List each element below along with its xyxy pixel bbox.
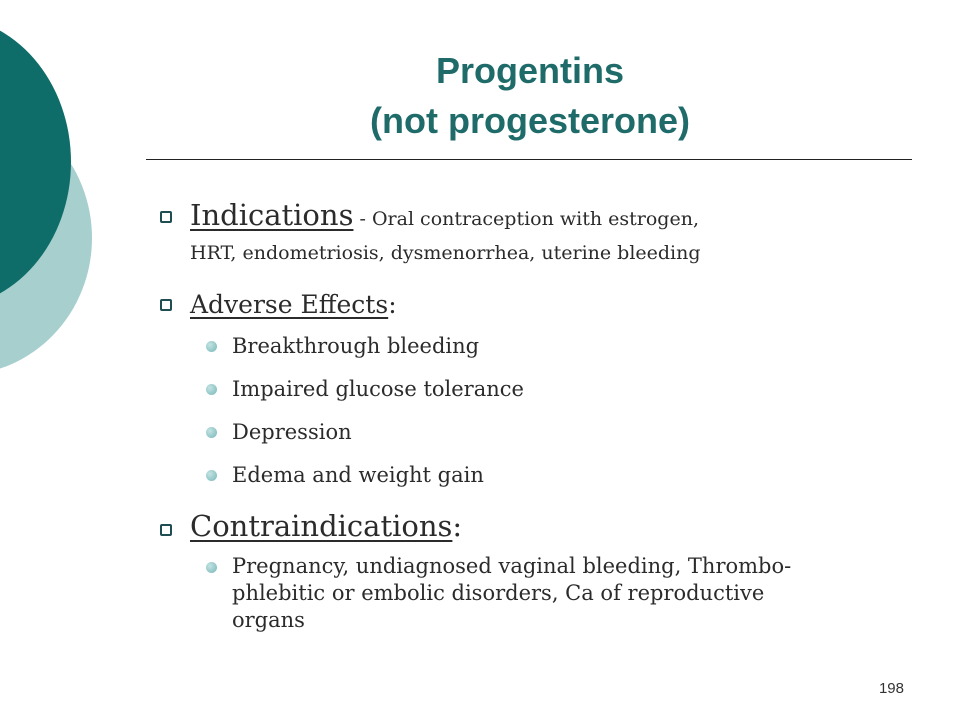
list-item <box>190 418 890 446</box>
title-line-1: Progentins <box>435 50 624 91</box>
indications-continuation: HRT, endometriosis, dysmenorrhea, uterine bleeding <box>190 242 701 264</box>
round-bullet-icon <box>206 384 217 395</box>
list-item-text-line-3: organs <box>232 608 305 632</box>
list-item-text: Breakthrough bleeding <box>232 334 480 358</box>
contraindications-label: Contraindications <box>190 509 453 543</box>
heading-colon: : <box>388 290 397 319</box>
list-item-text-line-2: phlebitic or embolic disorders, Ca of reproductive <box>232 581 765 605</box>
square-bullet-icon <box>160 299 172 311</box>
contraindications-list <box>190 553 890 634</box>
list-item-text: Depression <box>232 420 352 444</box>
list-item-text: Edema and weight gain <box>232 463 484 487</box>
title-divider <box>146 159 912 160</box>
square-bullet-icon <box>160 211 172 223</box>
bullet-indications <box>150 194 890 266</box>
round-bullet-icon <box>206 562 217 573</box>
bullet-heading <box>190 194 890 240</box>
list-item <box>190 461 890 489</box>
heading-colon: : <box>452 509 463 543</box>
title-line-2: (not progesterone) <box>370 100 690 141</box>
slide-title <box>140 46 920 146</box>
round-bullet-icon <box>206 470 217 481</box>
adverse-effects-list <box>190 332 890 489</box>
bullet-heading <box>190 284 890 326</box>
list-item-text: Impaired glucose tolerance <box>232 377 524 401</box>
list-item <box>190 375 890 403</box>
adverse-effects-label: Adverse Effects <box>190 290 389 319</box>
square-bullet-icon <box>160 524 172 536</box>
page-number: 198 <box>878 680 904 697</box>
slide-content <box>150 194 890 634</box>
indications-description: - Oral contraception with estrogen, <box>353 208 699 230</box>
round-bullet-icon <box>206 427 217 438</box>
bullet-contraindications <box>150 505 890 634</box>
list-item-text: Pregnancy, undiagnosed vaginal bleeding, Thrombo- <box>232 554 792 578</box>
list-item <box>190 553 890 634</box>
round-bullet-icon <box>206 341 217 352</box>
bullet-adverse-effects <box>150 284 890 489</box>
indications-label: Indications <box>190 198 354 232</box>
list-item <box>190 332 890 360</box>
bullet-heading <box>190 505 890 547</box>
